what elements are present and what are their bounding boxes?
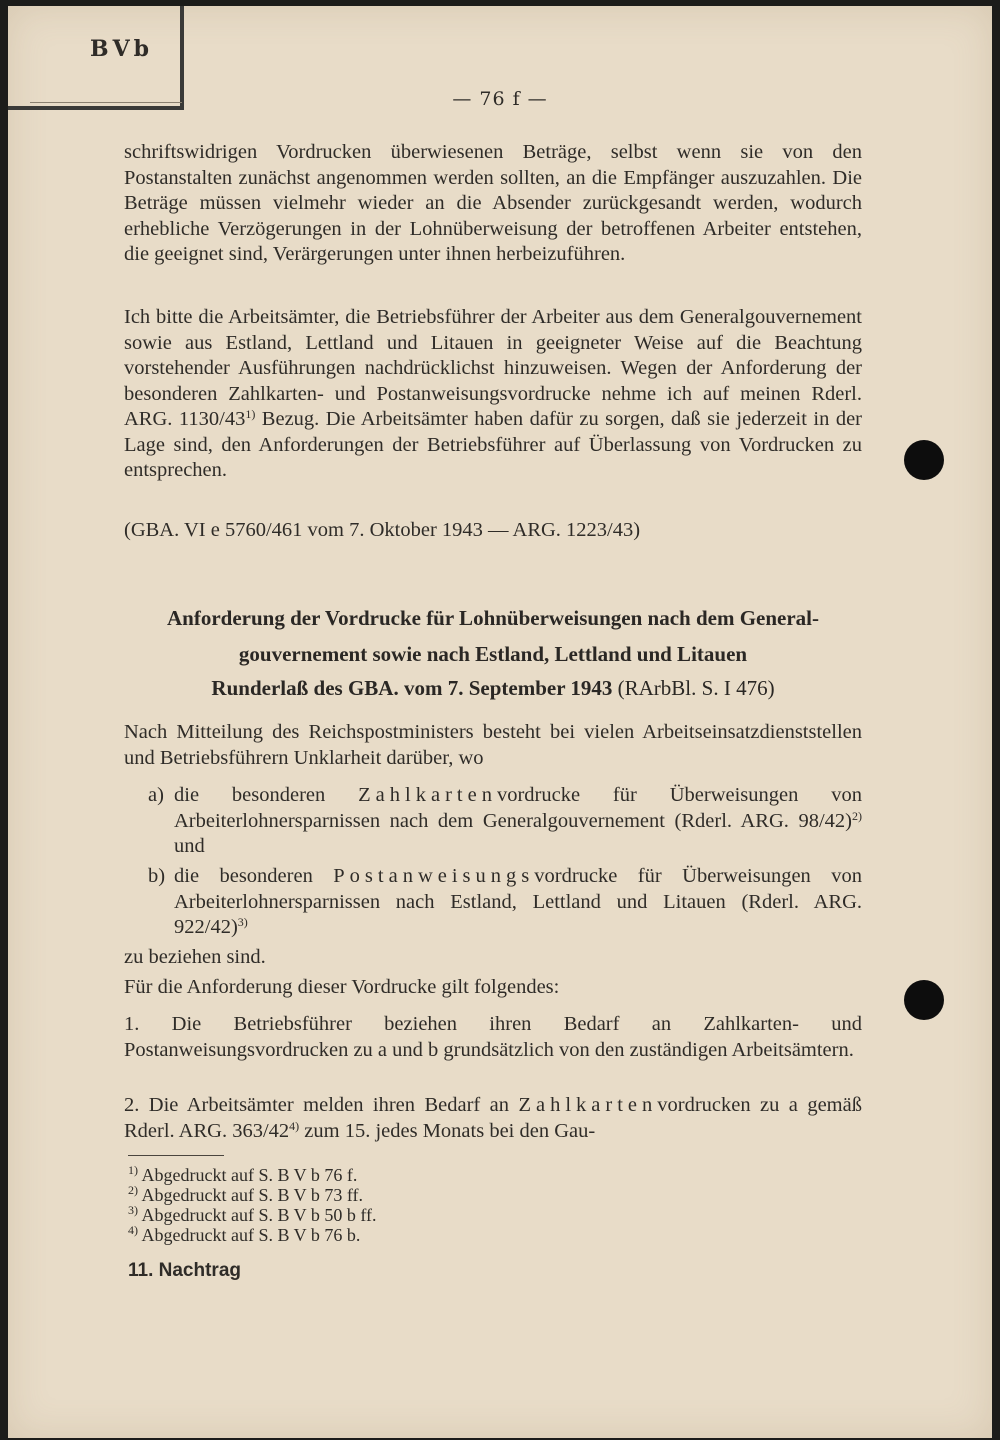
footnote: [128, 1185, 363, 1206]
supplement-label: 11. Nachtrag: [128, 1260, 241, 1281]
footnote-mark: 3): [128, 1203, 138, 1217]
footnote-text: Abgedruckt auf S. B V b 73 ff.: [141, 1185, 363, 1205]
decree-line: [124, 670, 862, 706]
footnote: [128, 1205, 377, 1226]
heading-line-2: gouvernement sowie nach Estland, Lettland und Litauen: [238, 642, 748, 666]
footnote-text: Abgedruckt auf S. B V b 76 f.: [141, 1165, 358, 1185]
point-2: [124, 1093, 862, 1144]
register-tab-label: BVb: [90, 36, 154, 62]
list-item-label: a): [148, 784, 164, 806]
footnote-mark: 2): [128, 1183, 138, 1197]
footnote-ref-4: 4): [289, 1118, 300, 1133]
footnote-text: Abgedruckt auf S. B V b 76 b.: [141, 1225, 361, 1245]
point-2-text: 2. Die Arbeitsämter melden ihren Bedarf an: [124, 1094, 519, 1116]
list-item-emphasis: Postanweisungs: [333, 865, 535, 887]
intro-paragraph: Nach Mitteilung des Reichspostministers besteht bei vielen Arbeitseinsatzdienststellen und Betriebsführern Unklarheit darüber, wo: [124, 721, 862, 769]
list-item-text-rest: vordrucke für Überweisungen von Arbeiterlohnersparnissen nach dem Generalgouvernement (Rderl. ARG. 98/42): [174, 784, 862, 832]
decree-title: Runderlaß des GBA. vom 7. September 1943: [211, 676, 613, 700]
footnote-ref-1: 1): [245, 407, 256, 421]
point-2-text-end: zum 15. jedes Monats bei den Gau-: [299, 1119, 596, 1142]
list-item: [148, 864, 862, 941]
page-number: — 76 f —: [452, 88, 548, 110]
punch-hole: [904, 440, 944, 480]
section-heading: [124, 600, 862, 672]
list-item: [148, 783, 862, 860]
footnote-text: Abgedruckt auf S. B V b 50 b ff.: [141, 1205, 377, 1225]
list-item-label: b): [148, 865, 166, 887]
heading-line-1: Anforderung der Vordrucke für Lohnüberweisungen nach dem General-: [166, 606, 819, 630]
footnote-mark: 4): [128, 1223, 138, 1237]
paragraph-2-text: Ich bitte die Arbeitsämter, die Betriebsführer der Arbeiter aus dem Generalgouvernement sowie aus Estland, Lettland und Litauen in geeigneter Weise auf die Beachtung vorstehender Ausführungen nachdrücklichst hinzuweisen. Wegen der Anforderung der besonderen Zahlkarten- und Postanweisungsvordrucke nehme ich auf meinen Rderl. ARG. 1130/43: [124, 306, 862, 430]
reference-line: (GBA. VI e 5760/461 vom 7. Oktober 1943 — ARG. 1223/43): [124, 519, 641, 541]
footnote-ref-2: 2): [852, 808, 862, 823]
point-1: 1. Die Betriebsführer beziehen ihren Bedarf an Zahlkarten- und Postanweisungsvordrucken zu a und b grundsätzlich von den zuständigen Arbeitsämtern.: [124, 1013, 862, 1061]
paragraph-1-text: schriftswidrigen Vordrucken überwiesenen Beträge, selbst wenn sie von den Postanstalten zunächst angenommen werden sollten, an die Empfänger auszuzahlen. Die Beträge müssen vielmehr wieder an die Absender zurückgesandt werden, wodurch erhebliche Verzögerungen in der Lohnüberweisung der betroffenen Arbeiter entstehen, die geeignet sind, Verärgerungen unter ihnen herbeizuführen.: [124, 141, 862, 265]
list-item-emphasis: Zahlkarten: [358, 784, 497, 806]
punch-hole: [904, 980, 944, 1020]
paragraph-2: [124, 305, 862, 484]
point-2-text-mid: vordrucken zu a gemäß Rderl. ARG. 363/42: [124, 1094, 862, 1142]
list-item-text-rest: vordrucke für Überweisungen von Arbeiterlohnersparnissen nach Estland, Lettland und Litauen (Rderl. ARG. 922/42): [174, 865, 862, 938]
list-item-end: und: [174, 835, 205, 857]
footnote-divider: [128, 1155, 224, 1156]
following-text: Für die Anforderung dieser Vordrucke gilt folgendes:: [124, 976, 560, 998]
decree-source: (RArbBl. S. I 476): [612, 676, 775, 700]
paragraph-1: [124, 140, 862, 268]
point-2-emphasis: Zahlkarten: [518, 1094, 658, 1116]
list-item-text: die besonderen: [174, 784, 359, 806]
footnote: [128, 1225, 360, 1246]
footnote-ref-3: 3): [237, 915, 248, 929]
footnote: [128, 1165, 357, 1186]
footnote-mark: 1): [128, 1163, 138, 1177]
after-list-text: zu beziehen sind.: [124, 946, 266, 968]
paragraph-2-text-end: Bezug. Die Arbeitsämter haben dafür zu sorgen, daß sie jederzeit in der Lage sind, den Anforderungen der Betriebsführer auf Überlassung von Vordrucken zu entsprechen.: [124, 408, 862, 481]
list-item-text: die besonderen: [174, 865, 334, 887]
